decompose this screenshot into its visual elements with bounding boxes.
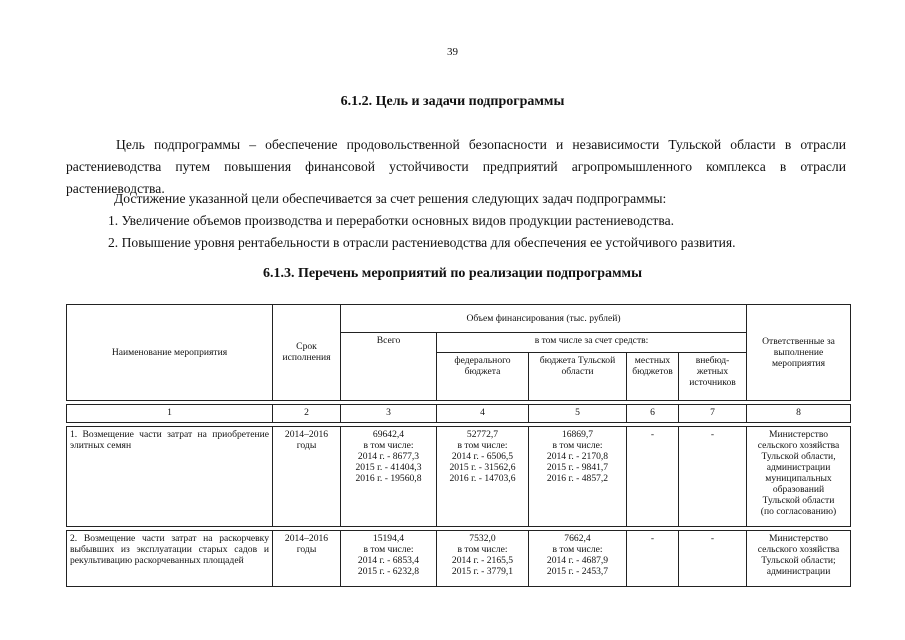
goal-paragraph: Цель подпрограммы – обеспечение продовольственной безопасности и независимости Тульской области в отрасли растениеводства путем повышения финансовой устойчивости предприятий агропромышленного комплекса в отрасли растениеводства. [66,137,846,196]
responsible-line: Министерство [768,533,829,544]
column-number: 3 [341,405,437,423]
value-line: 2014 г. - 6506,5 [451,451,514,462]
responsible-line: (по согласованию) [760,506,837,517]
measure-local: - [627,531,679,587]
header-total: Всего [341,333,437,401]
value-line: 2016 г. - 4857,2 [546,473,609,484]
responsible-line: администрации [766,462,831,473]
value-line: 2014 г. - 2170,8 [546,451,609,462]
column-number: 5 [529,405,627,423]
page-number: 39 [447,46,458,58]
value-line: 2014 г. - 2165,5 [451,555,514,566]
value-line: в том числе: [363,544,414,555]
value-line: 15194,4 [372,533,405,544]
task-item: 2. Повышение уровня рентабельности в отрасли растениеводства для обеспечения ее устойчивого развития. [108,235,736,250]
responsible-line: Тульской области [762,495,835,506]
value-line: 69642,4 [372,429,405,440]
header-local: местных бюджетов [627,353,679,401]
section-heading-measures: 6.1.3. Перечень мероприятий по реализации подпрограммы [262,266,643,281]
measure-name: 1. Возмещение части затрат на приобретение элитных семян [67,427,273,527]
measure-name: 2. Возмещение части затрат на раскорчевку выбывших из эксплуатации старых садов и рекультивацию раскорчеванных площадей [67,531,273,587]
task-item: 1. Увеличение объемов производства и переработки основных видов продукции растениеводства. [108,213,675,228]
header-extrabudget: внебюд-жетных источников [679,353,747,401]
responsible-line: сельского хозяйства [757,440,840,451]
table-row [67,531,851,587]
responsible-line: администрации [766,566,831,577]
value-line: 2015 г. - 3779,1 [451,566,514,577]
value-line: в том числе: [457,544,508,555]
value-line: 2016 г. - 19560,8 [355,473,422,484]
term-line: 2014–2016 [284,533,329,544]
measure-term [273,427,341,527]
header-federal: федерального бюджета [437,353,529,401]
value-line: в том числе: [363,440,414,451]
responsible-line: сельского хозяйства [757,544,840,555]
column-number: 6 [627,405,679,423]
tasks-block [66,188,846,254]
term-line: годы [296,440,317,451]
measure-local: - [627,427,679,527]
responsible-line: муниципальных [765,473,832,484]
measure-total [341,531,437,587]
column-number: 4 [437,405,529,423]
value-line: 2015 г. - 6232,8 [357,566,420,577]
column-number: 8 [747,405,851,423]
value-line: в том числе: [457,440,508,451]
responsible-line: Тульской области, [761,451,836,462]
value-line: 2014 г. - 8677,3 [357,451,420,462]
header-name: Наименование мероприятия [67,305,273,401]
section-heading-goal: 6.1.2. Цель и задачи подпрограммы [340,94,565,109]
measure-extrabudget: - [679,531,747,587]
measure-extrabudget: - [679,427,747,527]
measure-term [273,531,341,587]
table-row [67,427,851,527]
header-including: в том числе за счет средств: [437,333,747,353]
value-line: 2015 г. - 31562,6 [449,462,516,473]
value-line: 7662,4 [564,533,591,544]
measures-table [66,304,851,587]
header-regional: бюджета Тульской области [529,353,627,401]
header-funding: Объем финансирования (тыс. рублей) [341,305,747,333]
value-line: 16869,7 [561,429,594,440]
value-line: 2015 г. - 2453,7 [546,566,609,577]
value-line: 2016 г. - 14703,6 [449,473,516,484]
column-number: 2 [273,405,341,423]
measure-regional [529,531,627,587]
term-line: 2014–2016 [284,429,329,440]
measure-responsible [747,427,851,527]
term-line: годы [296,544,317,555]
value-line: 2015 г. - 9841,7 [546,462,609,473]
responsible-line: Министерство [768,429,829,440]
measure-federal [437,531,529,587]
tasks-intro: Достижение указанной цели обеспечивается за счет решения следующих задач подпрограммы: [114,191,667,206]
responsible-line: Тульской области; [761,555,836,566]
value-line: 2014 г. - 6853,4 [357,555,420,566]
column-number: 7 [679,405,747,423]
value-line: в том числе: [552,544,603,555]
value-line: в том числе: [552,440,603,451]
value-line: 52772,7 [466,429,499,440]
measure-regional [529,427,627,527]
measure-total [341,427,437,527]
value-line: 2014 г. - 4687,9 [546,555,609,566]
value-line: 2015 г. - 41404,3 [355,462,422,473]
header-term: Срок исполнения [273,305,341,401]
header-responsible: Ответственные за выполнение мероприятия [747,305,851,401]
measure-responsible [747,531,851,587]
responsible-line: образований [772,484,825,495]
column-number: 1 [67,405,273,423]
value-line: 7532,0 [469,533,496,544]
measure-federal [437,427,529,527]
